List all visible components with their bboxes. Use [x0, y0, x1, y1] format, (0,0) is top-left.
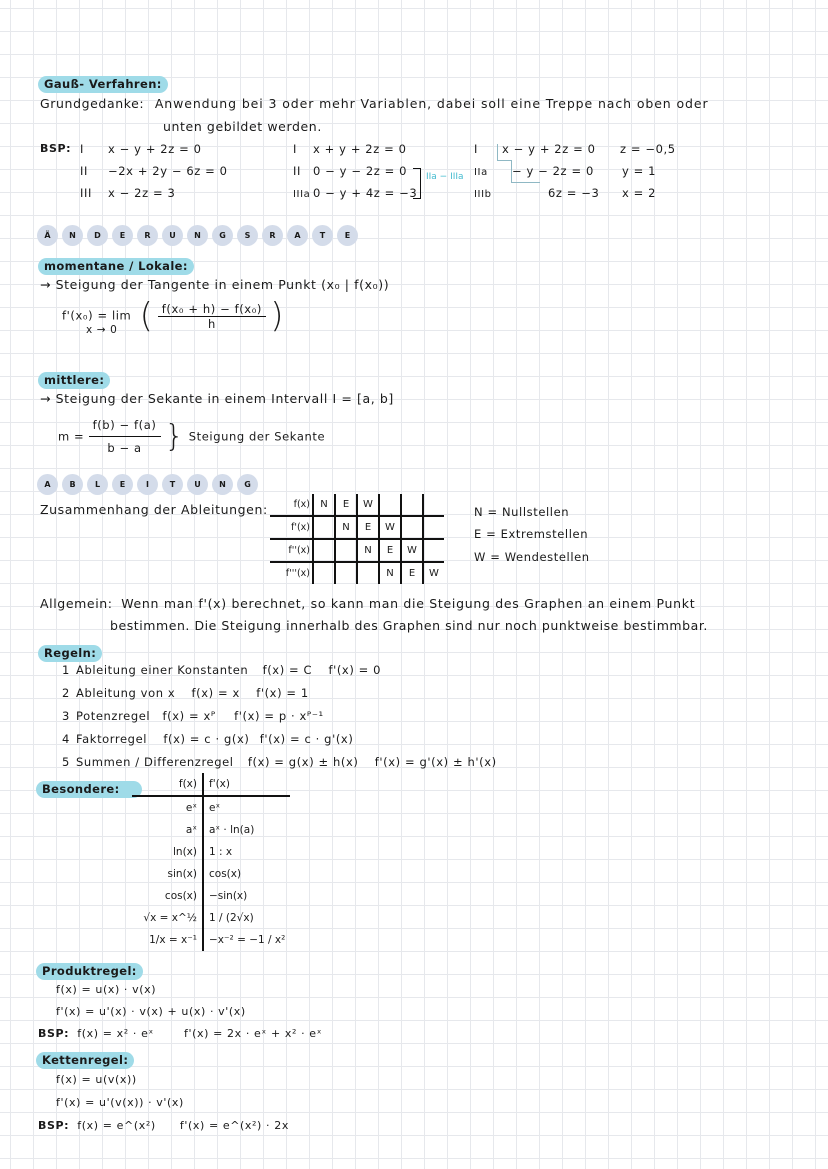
heading-letter: G: [237, 474, 258, 495]
kettenregel-example: BSP: f(x) = e^(x²) f'(x) = e^(x²) · 2x: [38, 1119, 289, 1132]
momentane-title: momentane / Lokale:: [38, 255, 194, 274]
mittlere-title: mittlere:: [38, 369, 110, 388]
heading-letter: N: [187, 225, 208, 246]
system3-row-3: IIIb 6z = −3: [474, 186, 600, 200]
heading-letter: R: [262, 225, 283, 246]
idea-line2: unten gebildet werden.: [163, 119, 322, 134]
heading-letter: E: [112, 474, 133, 495]
heading-letter: T: [312, 225, 333, 246]
system1-row-3: III x − 2z = 3: [80, 186, 176, 200]
limit-subscript: x → 0: [86, 324, 118, 336]
rule-4: 4 Faktorregel f(x) = c · g(x) f'(x) = c · g'(x): [62, 732, 354, 746]
heading-letter: B: [62, 474, 83, 495]
aenderungsrate-heading: [37, 225, 358, 246]
system3-row-1: I x − y + 2z = 0: [474, 142, 596, 156]
heading-letter: A: [37, 474, 58, 495]
produktregel-example: BSP: f(x) = x² · eˣ f'(x) = 2x · eˣ + x² · eˣ: [38, 1027, 323, 1040]
allgemein-label: Allgemein:: [40, 596, 113, 611]
heading-letter: N: [62, 225, 83, 246]
system2-row-1: I x + y + 2z = 0: [293, 142, 407, 156]
system1-row-2: II −2x + 2y − 6z = 0: [80, 164, 228, 178]
ableitung-heading: [37, 474, 258, 495]
table-row: f'(x) N E W: [270, 516, 444, 539]
heading-letter: U: [162, 225, 183, 246]
special-derivatives-table: [132, 773, 290, 951]
rule-1: 1 Ableitung einer Konstanten f(x) = C f'(x) = 0: [62, 663, 382, 677]
solution-x: x = 2: [622, 186, 657, 200]
staircase-line-1: [497, 144, 512, 161]
system1-row-1: I x − y + 2z = 0: [80, 142, 202, 156]
system2-row-2: II 0 − y − 2z = 0: [293, 164, 408, 178]
table-row: √x = x^½ 1 / (2√x): [132, 907, 290, 929]
subtraction-bracket: [413, 168, 421, 199]
mittlere-description: → Steigung der Sekante in einem Intervall I = [a, b]: [40, 391, 394, 406]
table-row: f'''(x) N E W: [270, 562, 444, 584]
formula-lhs: f'(x₀) = lim: [62, 308, 132, 323]
kettenregel-title: Kettenregel:: [36, 1049, 134, 1068]
idea-label: Grundgedanke:: [40, 96, 145, 111]
table-row: f''(x) N E W: [270, 539, 444, 562]
system2-row-3: IIIa 0 − y + 4z = −3: [293, 186, 418, 200]
produktregel-fprime: f'(x) = u'(x) · v(x) + u(x) · v'(x): [56, 1005, 246, 1018]
table-row: ln(x) 1 : x: [132, 841, 290, 863]
table-row: f(x) N E W: [270, 494, 444, 516]
solution-y: y = 1: [622, 164, 657, 178]
rule-5: 5 Summen / Differenzregel f(x) = g(x) ± h(x) f'(x) = g'(x) ± h'(x): [62, 755, 497, 769]
heading-letter: N: [212, 474, 233, 495]
heading-letter: I: [137, 474, 158, 495]
left-paren: (: [139, 296, 154, 336]
rule-3: 3 Potenzregel f(x) = xᴾ f'(x) = p · xᴾ⁻¹: [62, 709, 324, 723]
produktregel-f: f(x) = u(x) · v(x): [56, 983, 157, 996]
besondere-title: Besondere:: [36, 778, 142, 797]
gauss-section-title: Gauß- Verfahren:: [38, 73, 168, 92]
table-row: 1/x = x⁻¹ −x⁻² = −1 / x²: [132, 929, 290, 951]
rule-2: 2 Ableitung von x f(x) = x f'(x) = 1: [62, 686, 309, 700]
table-row: eˣ eˣ: [132, 796, 290, 819]
legend-extremstellen: E = Extremstellen: [474, 527, 589, 541]
operation-annotation: IIa − IIIa: [426, 172, 464, 182]
idea-text: Anwendung bei 3 oder mehr Variablen, dabei soll eine Treppe nach oben oder: [154, 96, 709, 111]
gauss-idea: [40, 96, 709, 111]
curly-brace: }: [164, 419, 185, 454]
kettenregel-f: f(x) = u(v(x)): [56, 1073, 137, 1086]
heading-letter: U: [187, 474, 208, 495]
derivative-relationship-table: [270, 494, 444, 584]
table-row: cos(x) −sin(x): [132, 885, 290, 907]
heading-letter: Ä: [37, 225, 58, 246]
heading-letter: R: [137, 225, 158, 246]
legend-wendestellen: W = Wendestellen: [474, 550, 590, 564]
mittlere-formula: m = $\frac{f(b) - f(a)}{b - a}$ } Steigung der Sekante: [58, 414, 325, 459]
heading-letter: L: [87, 474, 108, 495]
momentane-description: → Steigung der Tangente in einem Punkt (x₀ | f(x₀)): [40, 277, 390, 292]
difference-quotient: $\frac{\text{f(x₀ + h) − f(x₀)}}{h}$: [158, 302, 266, 331]
heading-letter: G: [212, 225, 233, 246]
heading-letter: E: [112, 225, 133, 246]
allgemein-text: Allgemein: Wenn man f'(x) berechnet, so kann man die Steigung des Graphen an einem Punkt: [40, 596, 696, 611]
solution-z: z = −0,5: [620, 142, 676, 156]
table-row: aˣ aˣ · ln(a): [132, 819, 290, 841]
zusammenhang-label: Zusammenhang der Ableitungen:: [40, 502, 268, 517]
table-header: f(x) f'(x): [132, 773, 290, 796]
right-paren: ): [270, 296, 285, 336]
heading-letter: E: [337, 225, 358, 246]
allgemein-line2: bestimmen. Die Steigung innerhalb des Graphen sind nur noch punktweise bestimmbar.: [110, 618, 708, 633]
heading-letter: S: [237, 225, 258, 246]
regeln-title: Regeln:: [38, 642, 102, 661]
legend-nullstellen: N = Nullstellen: [474, 505, 570, 519]
heading-letter: T: [162, 474, 183, 495]
produktregel-title: Produktregel:: [36, 960, 143, 979]
table-row: sin(x) cos(x): [132, 863, 290, 885]
system3-row-2: IIa − y − 2z = 0: [474, 164, 594, 178]
gauss-example-label: BSP:: [40, 142, 72, 155]
staircase-line-2: [511, 160, 540, 183]
secant-quotient: $\frac{f(b) - f(a)}{b - a}$: [89, 414, 161, 459]
kettenregel-fprime: f'(x) = u'(v(x)) · v'(x): [56, 1096, 184, 1109]
heading-letter: D: [87, 225, 108, 246]
heading-letter: A: [287, 225, 308, 246]
